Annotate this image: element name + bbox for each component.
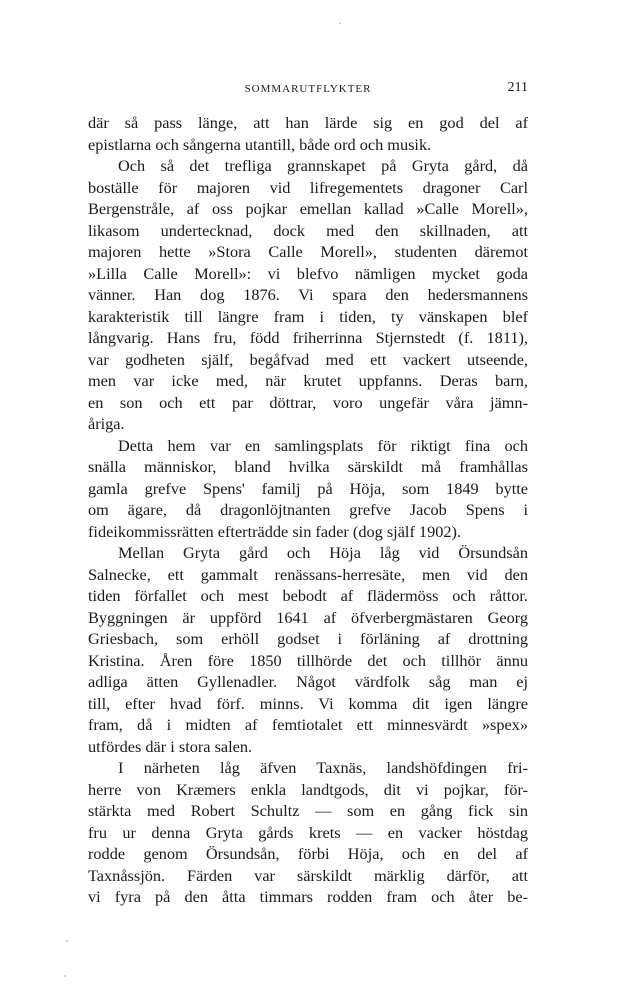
paper-speck: [64, 975, 66, 977]
text-line: fru ur denna Gryta gårds krets — en vacker höstdag: [88, 822, 528, 842]
text-line: majoren hette »Stora Calle Morell», studenten däremot: [88, 242, 528, 261]
text-line: rodde genom Örsundsån, förbi Höja, och en del af: [88, 844, 528, 863]
text-line: utfördes där i stora salen.: [88, 736, 253, 756]
text-line: Griesbach, som erhöll godset i förläning af drottning: [88, 629, 528, 648]
text-line: om ägare, då dragonlöjtnanten grefve Jacob Spens i: [88, 500, 528, 519]
text-line: boställe för majoren vid lifregementets dragoner Carl: [88, 177, 528, 197]
text-line: var godheten själf, begåfvad med ett vackert utseende,: [88, 349, 528, 369]
text-line: I närheten låg äfven Taxnäs, landshöfdingen fri-: [118, 758, 528, 777]
text-line: herre von Kræmers enkla landtgods, dit vi pojkar, för-: [88, 779, 528, 799]
body-text: [88, 112, 528, 908]
text-line: snälla människor, bland hvilka särskildt må framhållas: [88, 457, 528, 476]
text-line: Och så det trefliga grannskapet på Gryta gård, då: [118, 156, 528, 175]
text-line: där så pass länge, att han lärde sig en god del af: [88, 113, 528, 132]
text-line: epistlarna och sångerna utantill, både ord och musik.: [88, 134, 432, 154]
text-line: åriga.: [88, 414, 125, 433]
text-line: Byggningen är uppförd 1641 af öfverbergmästaren Georg: [88, 607, 528, 627]
paper-speck: [66, 940, 68, 942]
text-line: »Lilla Calle Morell»: vi blefvo nämligen mycket goda: [88, 263, 528, 283]
text-line: en son och ett par döttrar, voro ungefär våra jämn-: [88, 392, 528, 412]
text-line: tiden förfallet och mest bebodt af flädermöss och råttor.: [88, 586, 528, 605]
text-line: stärkta med Robert Schultz — som en gång fick sin: [88, 801, 528, 820]
text-line: Detta hem var en samlingsplats för riktigt fina och: [118, 435, 528, 455]
text-line: Kristina. Åren före 1850 tillhörde det och tillhör ännu: [88, 650, 528, 670]
text-line: karakteristik till längre fram i tiden, ty vänskapen blef: [88, 306, 528, 326]
text-line: fram, då i midten af femtiotalet ett minnesvärdt »spex»: [88, 715, 528, 734]
text-line: långvarig. Hans fru, född friherrinna Stjernstedt (f. 1811),: [88, 328, 528, 347]
running-title: SOMMARUTFLYKTER: [244, 83, 372, 95]
text-line: gamla grefve Spens' familj på Höja, som 1849 bytte: [88, 478, 528, 498]
text-line: adliga ätten Gyllenadler. Något värdfolk såg man ej: [88, 672, 528, 691]
text-line: Taxnåssjön. Färden var särskildt märklig därför, att: [88, 865, 528, 885]
text-line: Mellan Gryta gård och Höja låg vid Örsundsån: [118, 543, 528, 562]
text-line: Bergenstråle, af oss pojkar emellan kallad »Calle Morell»,: [88, 199, 528, 218]
page-number: 211: [507, 80, 528, 95]
text-line: till, efter hvad förf. minns. Vi komma dit igen längre: [88, 693, 528, 713]
text-line: men var icke med, när krutet uppfanns. Deras barn,: [88, 371, 528, 390]
text-line: vänner. Han dog 1876. Vi spara den hedersmannens: [88, 285, 528, 304]
page-header: [88, 80, 528, 100]
paper-speck: [339, 22, 341, 24]
text-line: vi fyra på den åtta timmars rodden fram och åter be-: [88, 887, 528, 906]
text-line: likasom undertecknad, dock med den skillnaden, att: [88, 220, 528, 240]
text-line: Salnecke, ett gammalt renässans-herresäte, men vid den: [88, 564, 528, 584]
text-line: fideikommissrätten efterträdde sin fader (dog själf 1902).: [88, 521, 461, 541]
